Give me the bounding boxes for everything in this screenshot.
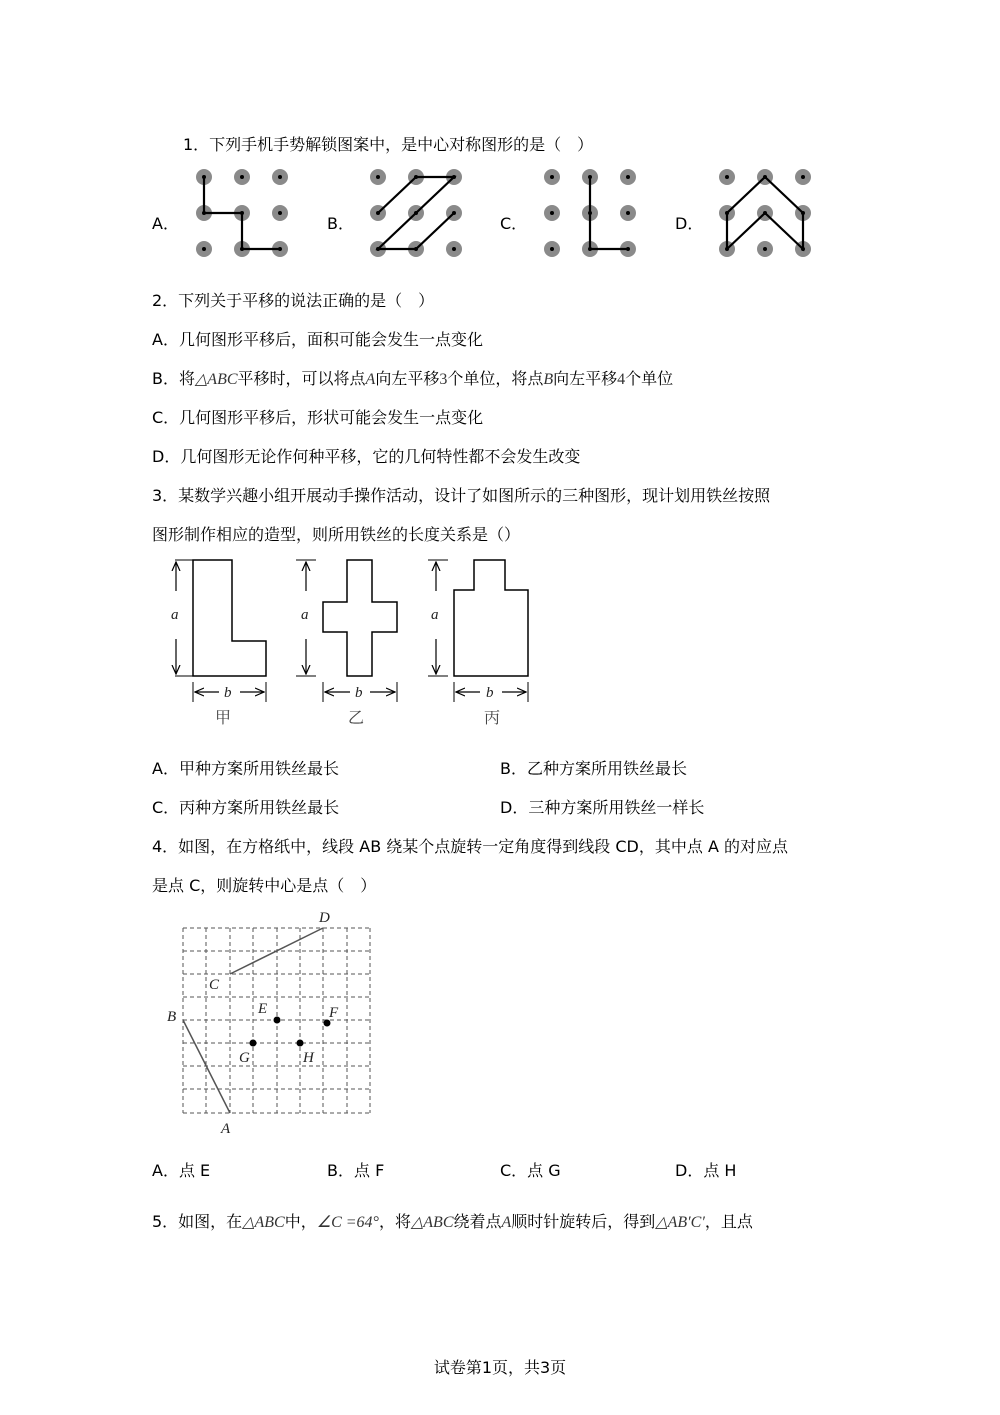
q3-label-b-jia: b (224, 685, 232, 701)
q1-stem: 1．下列手机手势解锁图案中，是中心对称图形的是（ ） (183, 135, 594, 154)
q4-label-c: C (209, 977, 220, 993)
point-e (274, 1017, 281, 1024)
point-g (250, 1040, 257, 1047)
q1-pattern-b (364, 163, 464, 263)
q1-pattern-a (190, 163, 290, 263)
q4-label-b: B (167, 1009, 177, 1025)
q2-option-c: C．几何图形平移后，形状可能会发生一点变化 (152, 408, 484, 427)
q3-label-a-jia: a (171, 607, 179, 623)
q5-stem (152, 1212, 753, 1233)
q1-option-d-label: D． (675, 214, 704, 233)
q4-grid-figure (160, 905, 390, 1145)
q3-label-b-bing: b (486, 685, 494, 701)
q4-stem-line-2: 是点 C，则旋转中心是点（ ） (152, 876, 377, 895)
page-footer: 试卷第1页，共3页 (433, 1358, 567, 1377)
q5-text-1: 5．如图，在 (152, 1212, 243, 1231)
q1-option-c-label: C． (500, 214, 528, 233)
q2-option-b (152, 369, 673, 390)
q3-figure (160, 555, 540, 735)
q2-option-d: D．几何图形无论作何种平移，它的几何特性都不会发生改变 (152, 447, 581, 466)
q5-text-5: 顺时针旋转后，得到 (511, 1212, 656, 1231)
shape-yi (296, 560, 397, 702)
q2-b-text-6: 个单位 (625, 369, 674, 388)
q3-caption-jia: 甲 (215, 708, 232, 727)
q2-b-text-2: 平移时，可以将点 (237, 369, 366, 388)
q2-b-text-1: B．将 (152, 369, 195, 388)
q4-label-e: E (258, 1001, 268, 1017)
q2-b-text-3: 向左平移 (375, 369, 440, 388)
q5-triangle-3: △AB′C′ (655, 1214, 705, 1231)
q3-label-b-yi: b (355, 685, 363, 701)
q3-label-a-yi: a (301, 607, 309, 623)
q4-label-h: H (303, 1050, 314, 1066)
q2-b-text-5: 向左平移 (553, 369, 618, 388)
q2-b-point-b: B (543, 371, 554, 388)
q3-option-c: C．丙种方案所用铁丝最长 (152, 798, 340, 817)
q2-b-text-4: 个单位，将点 (447, 369, 544, 388)
q4-label-f: F (329, 1005, 339, 1021)
q3-label-a-bing: a (431, 607, 439, 623)
q2-b-num-4: 4 (617, 371, 626, 388)
q2-stem: 2．下列关于平移的说法正确的是（ ） (152, 291, 435, 310)
q5-angle: ∠C =64° (316, 1214, 379, 1231)
q4-option-d: D．点 H (675, 1161, 737, 1180)
q2-option-a: A．几何图形平移后，面积可能会发生一点变化 (152, 330, 483, 349)
shape-jia (175, 560, 266, 702)
q2-b-point-a: A (365, 371, 376, 388)
q3-stem-line-1: 3．某数学兴趣小组开展动手操作活动，设计了如图所示的三种图形，现计划用铁丝按照 (152, 486, 771, 505)
q3-option-a: A．甲种方案所用铁丝最长 (152, 759, 339, 778)
point-h (297, 1040, 304, 1047)
q1-pattern-c (538, 163, 638, 263)
q5-triangle-1: △ABC (242, 1214, 285, 1231)
q4-option-c: C．点 G (500, 1161, 561, 1180)
q5-triangle-2: △ABC (410, 1214, 454, 1231)
q3-stem-line-2: 图形制作相应的造型，则所用铁丝的长度关系是（） (152, 525, 521, 544)
q1-option-a-label: A． (152, 214, 179, 233)
q2-b-triangle: △ABC (194, 371, 238, 388)
q3-caption-bing: 丙 (484, 708, 501, 727)
shape-bing (428, 560, 528, 702)
q4-option-b: B．点 F (327, 1161, 385, 1180)
q1-pattern-d (713, 163, 813, 263)
q5-text-6: ，且点 (704, 1212, 753, 1231)
q2-b-num-3: 3 (439, 371, 448, 388)
q4-option-a: A．点 E (152, 1161, 211, 1180)
q4-stem-line-1: 4．如图，在方格纸中，线段 AB 绕某个点旋转一定角度得到线段 CD，其中点 A 的对应点 (152, 837, 788, 856)
q3-option-b: B．乙种方案所用铁丝最长 (500, 759, 687, 778)
q3-caption-yi: 乙 (348, 708, 365, 727)
q5-text-2: 中， (284, 1212, 317, 1231)
q4-label-d: D (319, 910, 330, 926)
q1-option-b-label: B． (327, 214, 354, 233)
q4-label-a: A (221, 1121, 231, 1137)
q4-label-g: G (239, 1050, 250, 1066)
q5-text-4: 绕着点 (453, 1212, 502, 1231)
q5-text-3: ，将 (378, 1212, 411, 1231)
q5-point-a: A (501, 1214, 512, 1231)
q3-option-d: D．三种方案所用铁丝一样长 (500, 798, 705, 817)
